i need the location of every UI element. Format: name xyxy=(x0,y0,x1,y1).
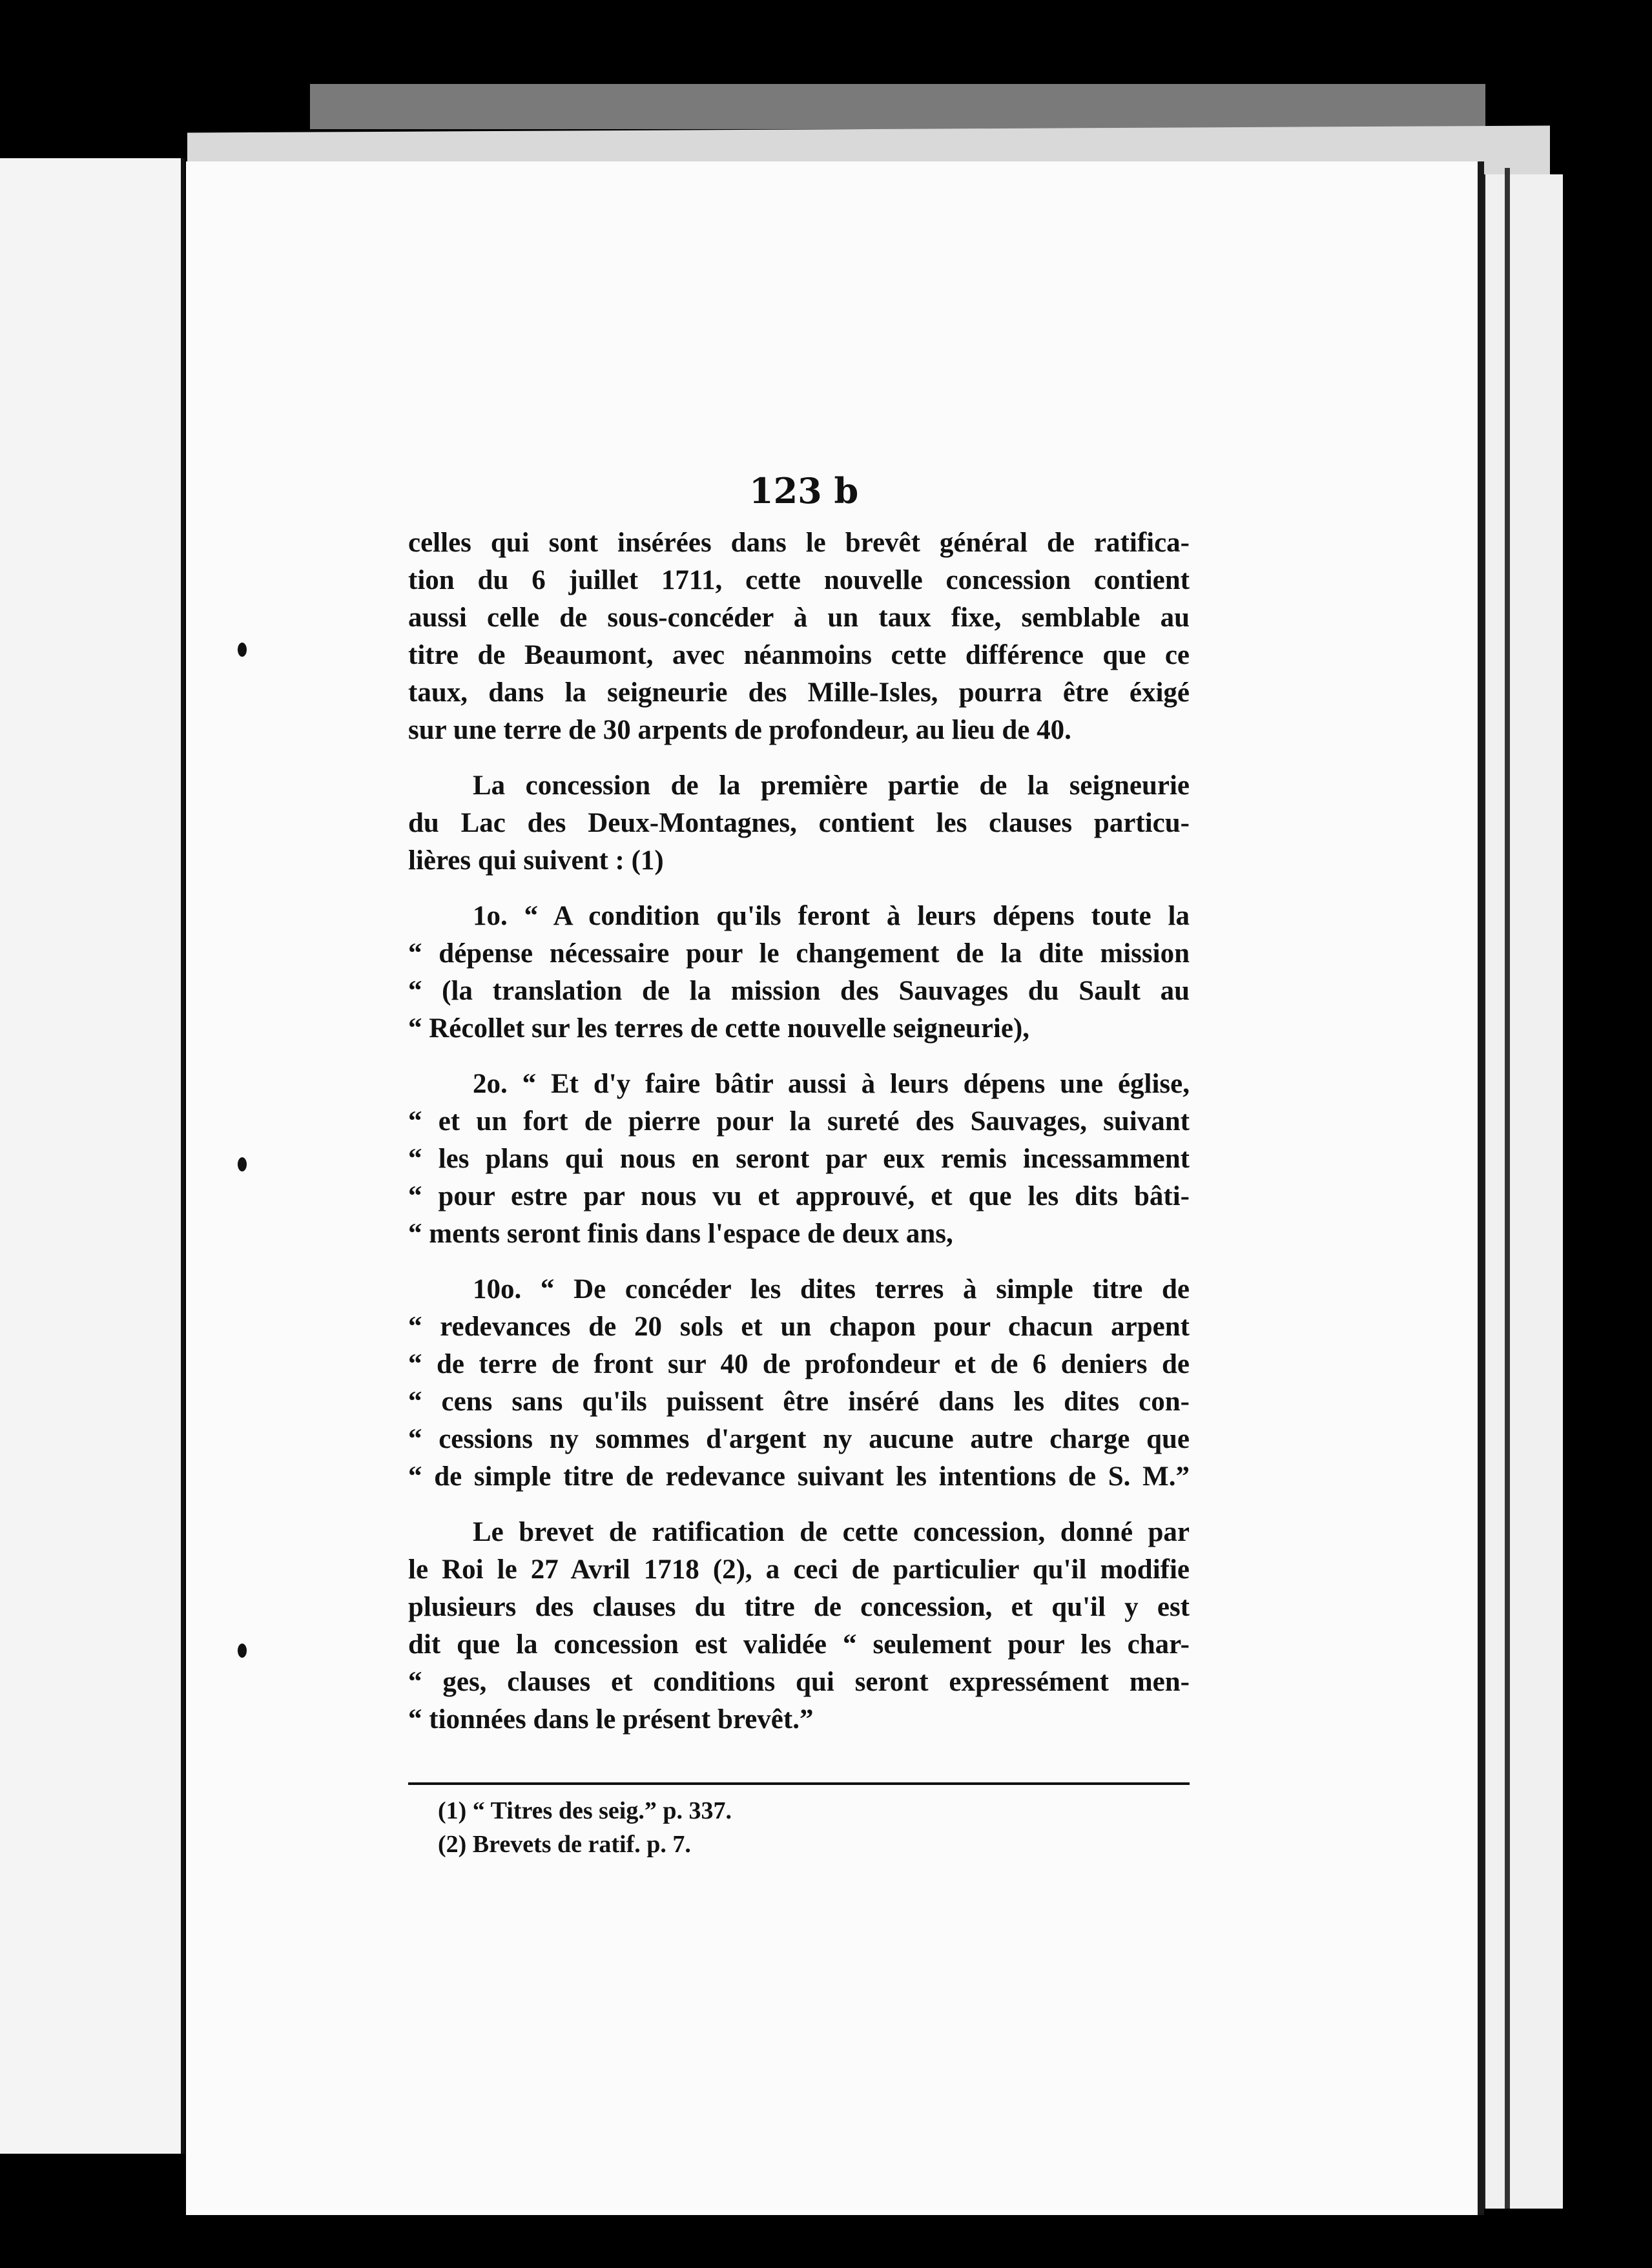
text-line: le Roi le 27 Avril 1718 (2), a ceci de particulier qu'il modifie xyxy=(408,1554,1190,1585)
text-line: tion du 6 juillet 1711, cette nouvelle concession contient xyxy=(408,565,1190,595)
body-text xyxy=(408,524,1190,1757)
text-line: “ cessions ny sommes d'argent ny aucune autre charge que xyxy=(408,1424,1190,1454)
text-line: “ et un fort de pierre pour la sureté des Sauvages, suivant xyxy=(408,1106,1190,1137)
footnote-rule xyxy=(408,1782,1190,1785)
text-line: titre de Beaumont, avec néanmoins cette différence que ce xyxy=(408,640,1190,670)
paragraph xyxy=(408,767,1190,880)
text-line: taux, dans la seigneurie des Mille-Isles, pourra être éxigé xyxy=(408,677,1190,708)
footnote: (2) Brevets de ratif. p. 7. xyxy=(438,1831,691,1858)
page-stack-top-dark xyxy=(310,84,1485,129)
text-line: sur une terre de 30 arpents de profondeur, au lieu de 40. xyxy=(408,715,1071,745)
text-line: aussi celle de sous-concéder à un taux fixe, semblable au xyxy=(408,603,1190,633)
text-line: 1o. “ A condition qu'ils feront à leurs dépens toute la xyxy=(473,901,1190,931)
text-line: “ de terre de front sur 40 de profondeur et de 6 deniers de xyxy=(408,1349,1190,1379)
page-stack-right xyxy=(1482,174,1563,2209)
text-line: “ de simple titre de redevance suivant les intentions de S. M.” xyxy=(408,1461,1190,1492)
text-line: “ redevances de 20 sols et un chapon pour chacun arpent xyxy=(408,1312,1190,1342)
binding-hole-mark xyxy=(238,1644,247,1658)
text-line: “ cens sans qu'ils puissent être inséré dans les dites con- xyxy=(408,1387,1190,1417)
footnotes xyxy=(438,1794,732,1861)
text-line: “ pour estre par nous vu et approuvé, et que les dits bâti- xyxy=(408,1181,1190,1211)
page-stack-right-shadow xyxy=(1505,168,1510,2209)
text-line: 2o. “ Et d'y faire bâtir aussi à leurs dépens une église, xyxy=(473,1069,1190,1099)
footnote: (1) “ Titres des seig.” p. 337. xyxy=(438,1797,732,1824)
text-line: 10o. “ De concéder les dites terres à simple titre de xyxy=(473,1274,1190,1304)
text-line: Le brevet de ratification de cette concession, donné par xyxy=(473,1517,1190,1547)
text-line: celles qui sont insérées dans le brevêt général de ratifica- xyxy=(408,528,1190,558)
text-line: plusieurs des clauses du titre de concession, et qu'il y est xyxy=(408,1592,1190,1622)
paragraph xyxy=(408,524,1190,749)
text-line: du Lac des Deux-Montagnes, contient les clauses particu- xyxy=(408,808,1190,838)
text-line: “ les plans qui nous en seront par eux remis incessamment xyxy=(408,1144,1190,1174)
binding-hole-mark xyxy=(238,1157,247,1171)
text-line: “ dépense nécessaire pour le changement de la dite mission xyxy=(408,938,1190,969)
page-number: 123 b xyxy=(749,470,859,511)
binding-hole-mark xyxy=(238,643,247,657)
text-line: lières qui suivent : (1) xyxy=(408,845,664,876)
text-line: “ Récollet sur les terres de cette nouvelle seigneurie), xyxy=(408,1013,1030,1044)
text-line: La concession de la première partie de la seigneurie xyxy=(473,770,1190,801)
paragraph xyxy=(408,1066,1190,1253)
paragraph xyxy=(408,898,1190,1047)
text-line: “ (la translation de la mission des Sauvages du Sault au xyxy=(408,976,1190,1006)
text-line: “ ges, clauses et conditions qui seront expressément men- xyxy=(408,1667,1190,1697)
paragraph xyxy=(408,1514,1190,1738)
paragraph xyxy=(408,1271,1190,1496)
text-line: “ tionnées dans le présent brevêt.” xyxy=(408,1704,814,1735)
facing-page-edge xyxy=(0,158,185,2154)
text-line: “ ments seront finis dans l'espace de deux ans, xyxy=(408,1219,953,1249)
text-line: dit que la concession est validée “ seulement pour les char- xyxy=(408,1629,1190,1660)
